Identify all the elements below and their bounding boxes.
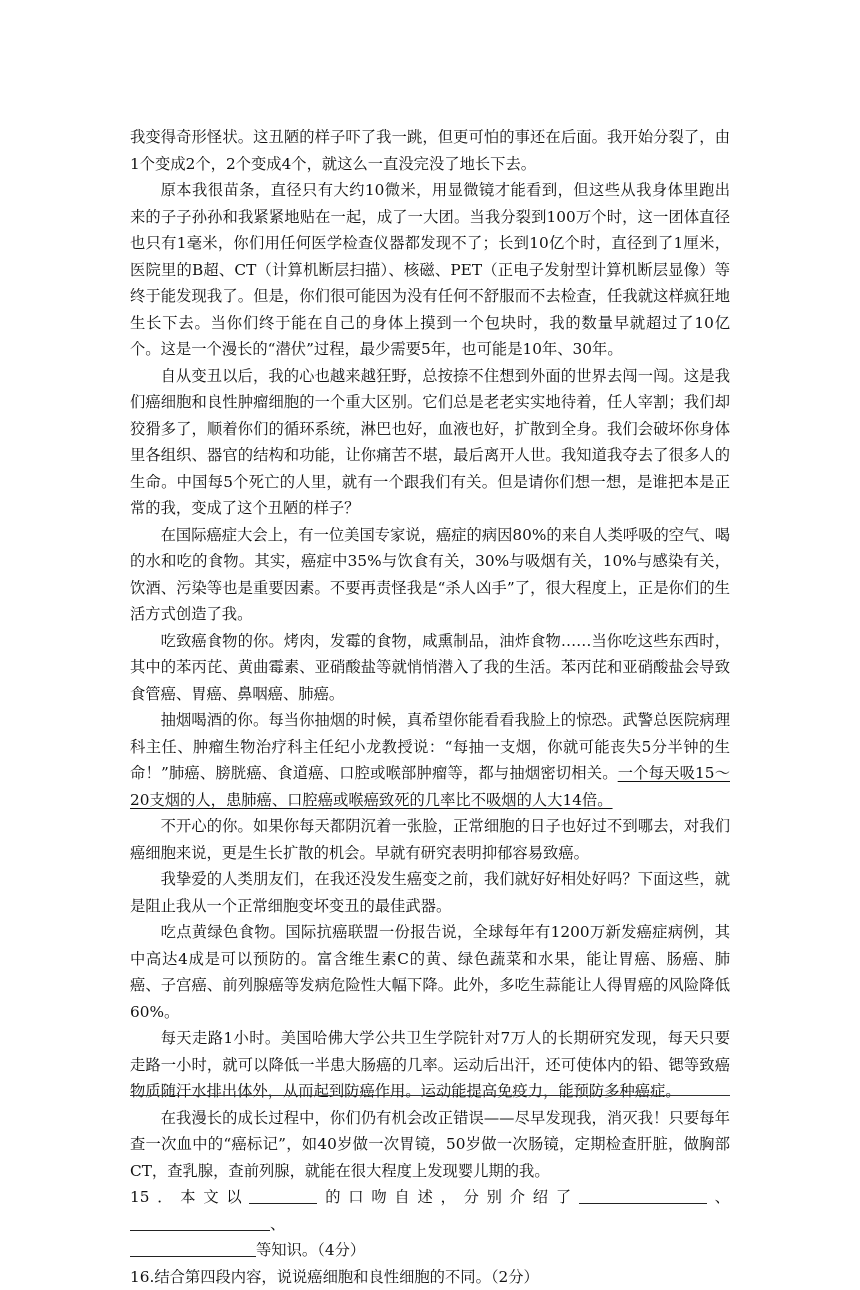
paragraph-9: 吃点黄绿色食物。国际抗癌联盟一份报告说，全球每年有1200万新发癌症病例，其中高达4成是可以预防的。富含维生素C的黄、绿色蔬菜和水果，能让胃癌、肠癌、肺癌、子宫癌、前列腺癌等发病危险性大幅下降。此外，多吃生蒜能让人得胃癌的风险降低60%。 (130, 919, 730, 1025)
answer-blank-3[interactable] (130, 1212, 270, 1231)
paragraph-8: 我挚爱的人类朋友们，在我还没发生癌变之前，我们就好好相处好吗？下面这些，就是阻止我从一个正常细胞变坏变丑的最佳武器。 (130, 866, 730, 919)
paragraph-6-text: 抽烟喝酒的你。每当你抽烟的时候，真希望你能看看我脸上的惊恐。武警总医院病理科主任、肿瘤生物治疗科主任纪小龙教授说：“每抽一支烟，你就可能丧失5分半钟的生命！”肺癌、膀胱癌、食道癌、口腔或喉部肿瘤等，都与抽烟密切相关。 (130, 711, 730, 782)
paragraph-3: 自从变丑以后，我的心也越来越狂野，总按捺不住想到外面的世界去闯一闯。这是我们癌细胞和良性肿瘤细胞的一个重大区别。它们总是老老实实地待着，任人宰割；我们却狡猾多了，顺着你们的循环系统，淋巴也好，血液也好，扩散到全身。我们会破坏你身体里各组织、器官的结构和功能，让你痛苦不堪，最后离开人世。我知道我夺去了很多人的生命。中国每5个死亡的人里，就有一个跟我们有关。但是请你们想一想，是谁把本是正常的我，变成了这个丑陋的样子？ (130, 363, 730, 522)
question-15-mid: 的口吻自述，分别介绍了 (317, 1188, 578, 1206)
answer-line[interactable] (130, 1095, 730, 1096)
question-16: 16.结合第四段内容，说说癌细胞和良性细胞的不同。（2分） (130, 1264, 730, 1290)
paragraph-10: 每天走路1小时。美国哈佛大学公共卫生学院针对7万人的长期研究发现，每天只要走路一小时，就可以降低一半患大肠癌的几率。运动后出汗，还可使体内的铅、锶等致癌物质随汗水排出体外，从而起到防癌作用。运动能提高免疫力，能预防多种癌症。 (130, 1025, 730, 1105)
paragraph-11: 在我漫长的成长过程中，你们仍有机会改正错误——尽早发现我，消灭我！只要每年查一次血中的“癌标记”，如40岁做一次胃镜，50岁做一次肠镜，定期检查肝脏，做胸部CT，查乳腺，查前列腺，就能在很大程度上发现婴儿期的我。 (130, 1105, 730, 1185)
paragraph-7: 不开心的你。如果你每天都阴沉着一张脸，正常细胞的日子也好过不到哪去，对我们癌细胞来说，更是生长扩散的机会。早就有研究表明抑郁容易致癌。 (130, 813, 730, 866)
question-15-prefix: 15．本文以 (130, 1188, 249, 1206)
question-15-sep-1: 、 (707, 1188, 730, 1206)
question-15 (130, 1184, 730, 1264)
answer-blank-4[interactable] (130, 1238, 256, 1257)
paragraph-6 (130, 707, 730, 813)
paragraph-1: 我变得奇形怪状。这丑陋的样子吓了我一跳，但更可怕的事还在后面。我开始分裂了，由1个变成2个，2个变成4个，就这么一直没完没了地长下去。 (130, 124, 730, 177)
underlined-sentence: 一个每天吸15～20支烟的人，患肺癌、口腔癌或喉癌致死的几率比不吸烟的人大14倍。 (130, 764, 730, 809)
paragraph-4: 在国际癌症大会上，有一位美国专家说，癌症的病因80%的来自人类呼吸的空气、喝的水和吃的食物。其实，癌症中35%与饮食有关，30%与吸烟有关，10%与感染有关，饮酒、污染等也是重要因素。不要再责怪我是“杀人凶手”了，很大程度上，正是你们的生活方式创造了我。 (130, 522, 730, 628)
question-15-sep-2: 、 (270, 1215, 285, 1233)
question-15-suffix: 等知识。（4分） (256, 1241, 365, 1259)
answer-blank-1[interactable] (249, 1185, 317, 1204)
answer-blank-2[interactable] (579, 1185, 707, 1204)
paragraph-2: 原本我很苗条，直径只有大约10微米，用显微镜才能看到，但这些从我身体里跑出来的子子孙孙和我紧紧地贴在一起，成了一大团。当我分裂到100万个时，这一团体直径也只有1毫米，你们用任何医学检查仪器都发现不了；长到10亿个时，直径到了1厘米，医院里的B超、CT（计算机断层扫描）、核磁、PET（正电子发射型计算机断层显像）等终于能发现我了。但是，你们很可能因为没有任何不舒服而不去检查，任我就这样疯狂地生长下去。当你们终于能在自己的身体上摸到一个包块时，我的数量早就超过了10亿个。这是一个漫长的“潜伏”过程，最少需要5年，也可能是10年、30年。 (130, 177, 730, 363)
document-page (130, 124, 730, 1290)
paragraph-5: 吃致癌食物的你。烤肉，发霉的食物，咸熏制品，油炸食物……当你吃这些东西时，其中的苯丙芘、黄曲霉素、亚硝酸盐等就悄悄潜入了我的生活。苯丙芘和亚硝酸盐会导致食管癌、胃癌、鼻咽癌、肺癌。 (130, 628, 730, 708)
